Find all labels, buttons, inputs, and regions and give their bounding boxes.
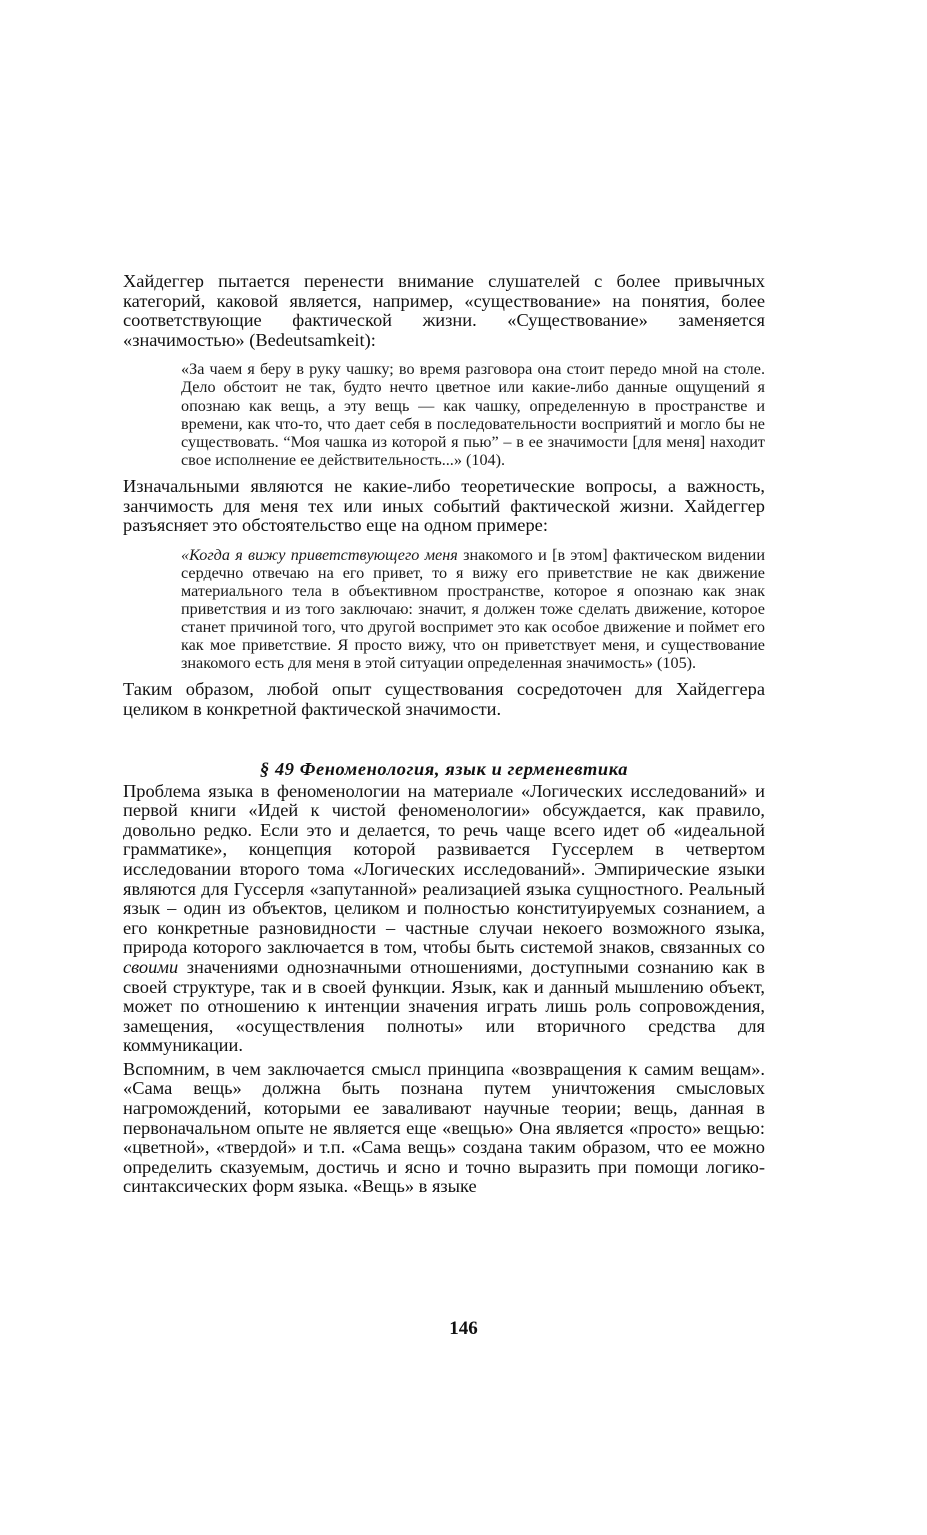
quote-italic-fragment: «Когда я вижу приветствующего меня xyxy=(181,545,458,564)
paragraph-originality: Изначальными являются не какие-либо теоретические вопросы, а важность, занчимость для меня тех или иных событий фактической жизни. Хайдеггер разъясняет это обстоятельство еще на одном примере: xyxy=(123,475,765,536)
paragraph-language-problem-part2: значениями однозначными отношениями, доступными сознанию как в своей структуре, так и в своей функции. Язык, как и данный мышлению объект, может по отношению к интенции значения играть лишь роль сопровождения, замещения, «осуществления полноты» или вторичного средства для коммуникации. xyxy=(123,956,765,1056)
paragraph-things-themselves: Вспомним, в чем заключается смысл принципа «возвращения к самим вещам». «Сама вещь» должна быть познана путем уничтожения смысловых нагромождений, которыми ее заваливают научные теории; вещь, данная в первоначальном опыте не является еще «вещью» Она является «просто» вещью: «цветной», «твердой» и т.п. «Сама вещь» создана таким образом, что ее можно определить сказуемым, достичь и ясно и точно выразить при помощи логико-синтаксических форм языка. «Вещь» в языке xyxy=(123,1058,765,1197)
page-number: 146 xyxy=(449,1318,478,1339)
block-quote-greeting xyxy=(181,546,765,673)
emphasis-own: своими xyxy=(123,956,179,977)
quote-rest-fragment: знакомого и [в этом] фактическом видении сердечно отвечаю на его привет, то я вижу его приветствие не как движение материального тела в объективном пространстве, которое я опознаю как знак приветствия и из того заключаю: значит, я должен тоже сделать движение, которое станет причиной того, что другой воспримет это как особое движение и поймет его как мое приветствие. Я просто вижу, что он приветствует меня, и существование знакомого есть для меня в этой ситуации определенная значимость» (105). xyxy=(181,545,765,673)
page-body xyxy=(123,272,765,1197)
section-heading: § 49 Феноменология, язык и герменевтика xyxy=(259,758,629,779)
paragraph-intro: Хайдеггер пытается перенести внимание слушателей с более привычных категорий, каковой является, например, «существование» на понятия, более соответствующие фактической жизни. «Существование» заменяется «значимостью» (Bedeutsamkeit): xyxy=(123,271,765,350)
paragraph-language-problem xyxy=(123,782,765,1056)
paragraph-language-problem-part1: Проблема языка в феноменологии на материале «Логических исследований» и первой книги «Идей к чистой феноменологии» обсуждается, как правило, довольно редко. Если это и делается, то речь чаще всего идет об «идеальной грамматике», концепция которой развивается Гуссерлем в четвертом исследовании второго тома «Логических исследований». Эмпирические языки являются для Гуссерля «запутанной» реализацией языка сущностного. Реальный язык – один из объектов, целиком и полностью конституируемых сознанием, а его конкретные разновидности – частные случаи некоего возможного языка, природа которого заключается в том, чтобы быть системой знаков, связанных со xyxy=(123,780,765,958)
block-quote-cup: «За чаем я беру в руку чашку; во время разговора она стоит передо мной на столе. Дело обстоит не так, будто нечто цветное или какие-либо данные ощущений я опознаю как вещь, а эту вещь — как чашку, определенную в пространстве и времени, как что-то, что дает себя в последовательности восприятий и могло бы не существовать. “Моя чашка из которой я пью” – в ее значимости [для меня] находит свое исполнение ее действительность...» (104). xyxy=(181,360,765,469)
paragraph-conclusion: Таким образом, любой опыт существования сосредоточен для Хайдеггера целиком в конкретной фактической значимости. xyxy=(123,679,765,719)
